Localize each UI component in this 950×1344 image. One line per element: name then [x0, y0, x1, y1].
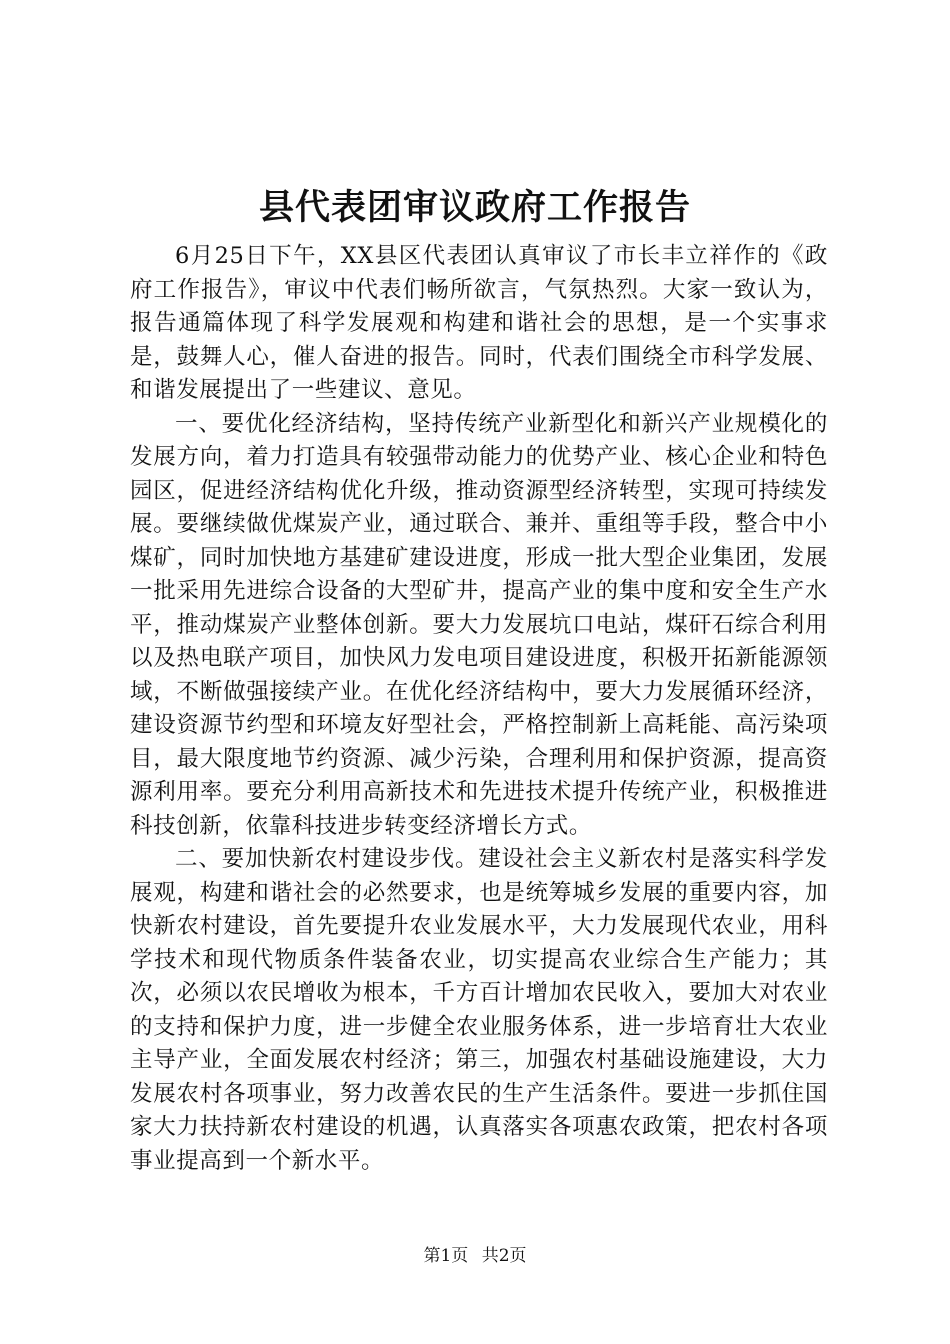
page-number: 第1页	[423, 1246, 469, 1266]
document-title: 县代表团审议政府工作报告	[258, 187, 691, 228]
paragraph-new-countryside: 二、要加快新农村建设步伐。建设社会主义新农村是落实科学发展观，构建和谐社会的必然要求，也是统筹城乡发展的重要内容，加快新农村建设，首先要提升农业发展水平，大力发展现代农业，用科学技术和现代物质条件装备农业，切实提高农业综合生产能力；其次，必须以农民增收为根本，千方百计增加农民收入，要加大对农业的支持和保护力度，进一步健全农业服务体系，进一步培育壮大农业主导产业，全面发展农村经济；第三，加强农村基础设施建设，大力发展农村各项事业，努力改善农民的生产生活条件。要进一步抓住国家大力扶持新农村建设的机遇，认真落实各项惠农政策，把农村各项事业提高到一个新水平。	[130, 846, 828, 1174]
document-body	[130, 240, 828, 1178]
page-footer	[0, 1244, 950, 1268]
paragraph-intro: 6月25日下午，XX县区代表团认真审议了市长丰立祥作的《政府工作报告》，审议中代表们畅所欲言，气氛热烈。大家一致认为，报告通篇体现了科学发展观和构建和谐社会的思想，是一个实事求是，鼓舞人心，催人奋进的报告。同时，代表们围绕全市科学发展、和谐发展提出了一些建议、意见。	[130, 243, 828, 403]
paragraph-economic-structure: 一、要优化经济结构，坚持传统产业新型化和新兴产业规模化的发展方向，着力打造具有较强带动能力的优势产业、核心企业和特色园区，促进经济结构优化升级，推动资源型经济转型，实现可持续发展。要继续做优煤炭产业，通过联合、兼并、重组等手段，整合中小煤矿，同时加快地方基建矿建设进度，形成一批大型企业集团，发展一批采用先进综合设备的大型矿井，提高产业的集中度和安全生产水平，推动煤炭产业整体创新。要大力发展坑口电站，煤矸石综合利用以及热电联产项目，加快风力发电项目建设进度，积极开拓新能源领域，不断做强接续产业。在优化经济结构中，要大力发展循环经济，建设资源节约型和环境友好型社会，严格控制新上高耗能、高污染项目，最大限度地节约资源、减少污染，合理利用和保护资源，提高资源利用率。要充分利用高新技术和先进技术提升传统产业，积极推进科技创新，依靠科技进步转变经济增长方式。	[130, 410, 828, 839]
page-total: 共2页	[481, 1246, 527, 1266]
